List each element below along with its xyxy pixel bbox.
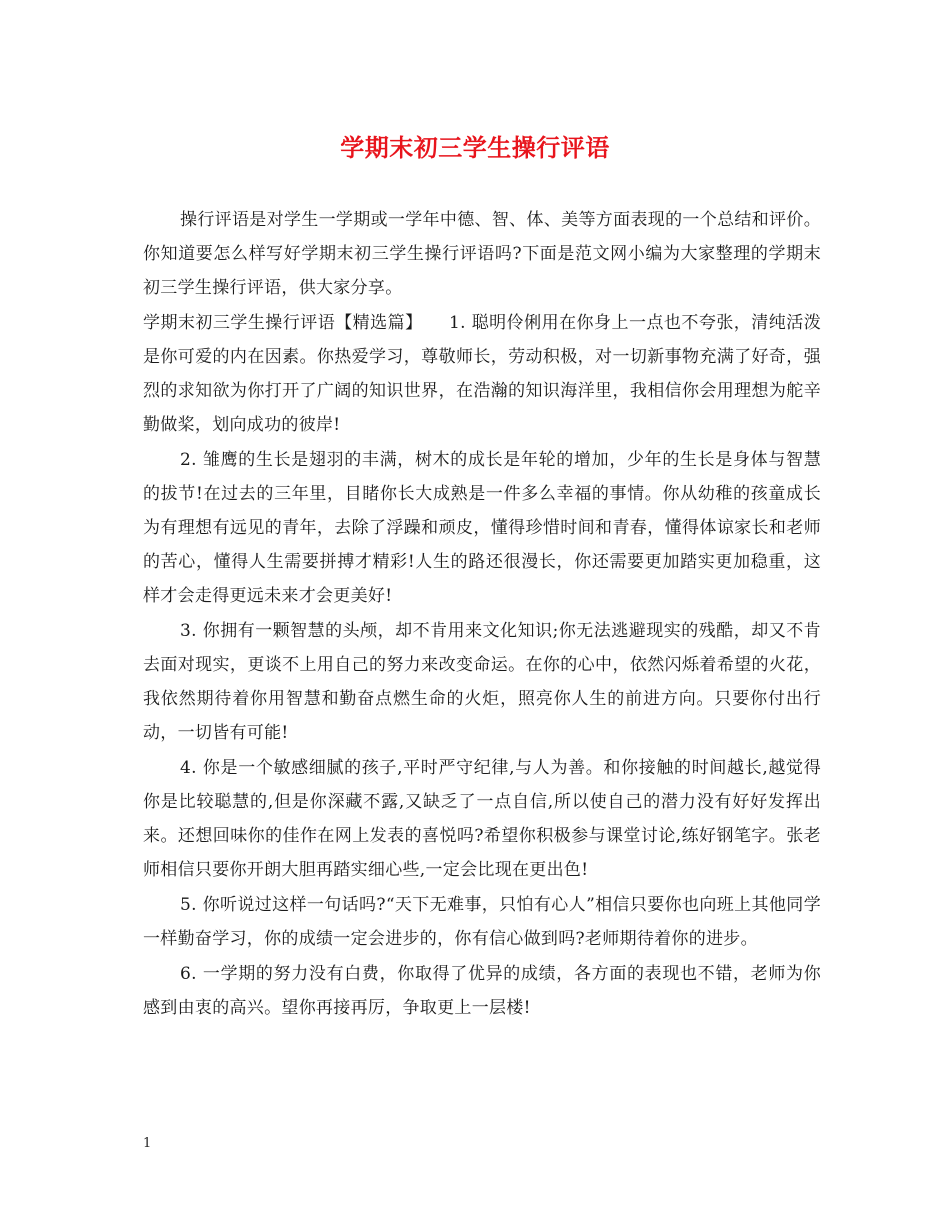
intro-paragraph: 操行评语是对学生一学期或一学年中德、智、体、美等方面表现的一个总结和评价。你知道要怎么样写好学期末初三学生操行评语吗?下面是范文网小编为大家整理的学期末初三学生操行评语，供大家分享。 [143, 210, 821, 298]
document-body [143, 203, 821, 1025]
comment-paragraph-6: 6. 一学期的努力没有白费，你取得了优异的成绩，各方面的表现也不错，老师为你感到由衷的高兴。望你再接再厉，争取更上一层楼! [143, 964, 821, 1018]
comment-paragraph-5: 5. 你听说过这样一句话吗?“天下无难事，只怕有心人”相信只要你也向班上其他同学一样勤奋学习，你的成绩一定会进步的，你有信心做到吗?老师期待着你的进步。 [143, 895, 821, 949]
document-title: 学期末初三学生操行评语 [340, 133, 610, 162]
comment-paragraph-1: 学期末初三学生操行评语【精选篇】 1. 聪明伶俐用在你身上一点也不夸张，清纯活泼是你可爱的内在因素。你热爱学习，尊敬师长，劳动积极，对一切新事物充满了好奇，强烈的求知欲为你打开了广阔的知识世界，在浩瀚的知识海洋里，我相信你会用理想为舵辛勤做桨，划向成功的彼岸! [143, 313, 821, 435]
comment-paragraph-4: 4. 你是一个敏感细腻的孩子,平时严守纪律,与人为善。和你接触的时间越长,越觉得你是比较聪慧的,但是你深藏不露,又缺乏了一点自信,所以使自己的潜力没有好好发挥出来。还想回味你的佳作在网上发表的喜悦吗?希望你积极参与课堂讨论,练好钢笔字。张老师相信只要你开朗大胆再踏实细心些,一定会比现在更出色! [143, 758, 821, 880]
comment-paragraph-3: 3. 你拥有一颗智慧的头颅，却不肯用来文化知识;你无法逃避现实的残酷，却又不肯去面对现实，更谈不上用自己的努力来改变命运。在你的心中，依然闪烁着希望的火花，我依然期待着你用智慧和勤奋点燃生命的火炬，照亮你人生的前进方向。只要你付出行动，一切皆有可能! [143, 621, 821, 743]
comment-paragraph-2: 2. 雏鹰的生长是翅羽的丰满，树木的成长是年轮的增加，少年的生长是身体与智慧的拔节!在过去的三年里，目睹你长大成熟是一件多么幸福的事情。你从幼稚的孩童成长为有理想有远见的青年，去除了浮躁和顽皮，懂得珍惜时间和青春，懂得体谅家长和老师的苦心，懂得人生需要拼搏才精彩!人生的路还很漫长，你还需要更加踏实更加稳重，这样才会走得更远未来才会更美好! [143, 450, 821, 606]
page-number: 1 [143, 1136, 152, 1151]
